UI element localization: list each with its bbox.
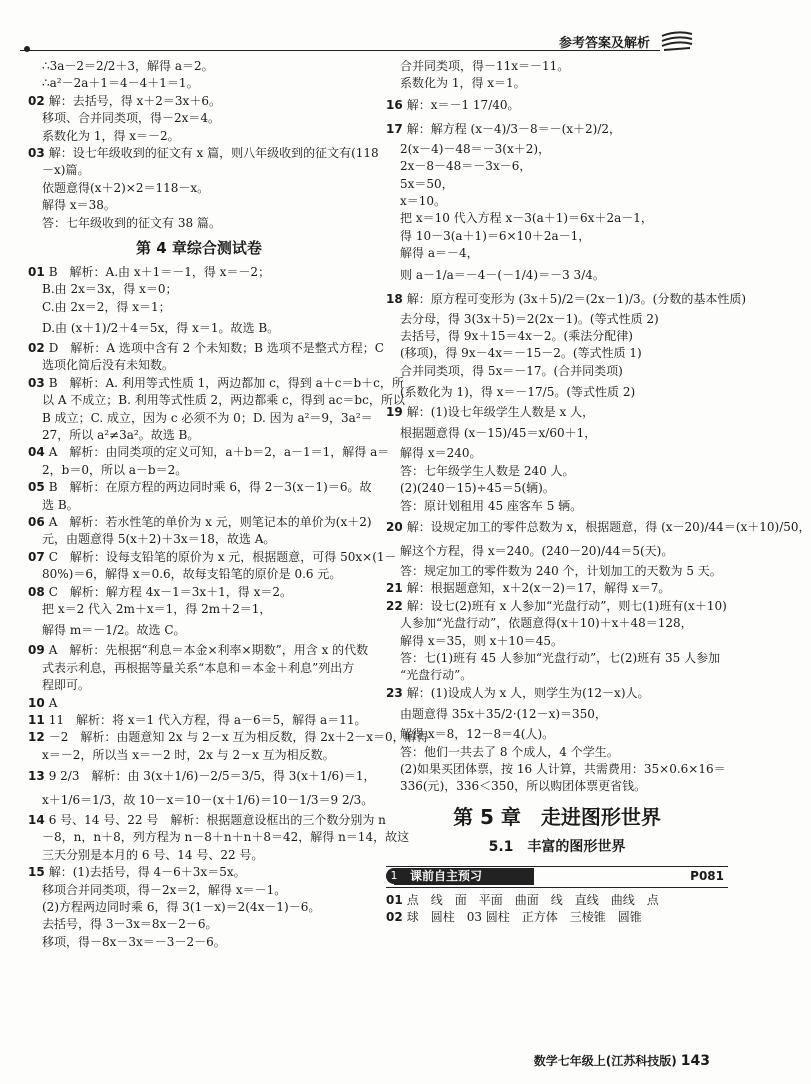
right-column [386, 58, 811, 927]
book-stack-icon [660, 30, 694, 52]
answer-text: 解得 x＝35，则 x＋10＝45。 [400, 633, 563, 648]
text-line [386, 263, 728, 287]
answer-text: x＋1/6＝1/3，故 10－x＝10－(x＋1/6)＝10－1/3＝9 2/3。 [42, 793, 374, 808]
text-line [386, 633, 728, 650]
text-line [386, 892, 728, 909]
answer-text: 移项，得－8x－3x＝－3－2－6。 [42, 934, 226, 949]
text-line [28, 934, 370, 951]
preview-banner [386, 866, 728, 888]
text-line [28, 566, 370, 583]
answer-text: 2(x－4)－48＝－3(x＋2)， [400, 141, 551, 156]
banner-page-code: P081 [690, 868, 724, 883]
answer-text: 5x＝50， [400, 176, 454, 191]
answer-text: D 解析：A 选项中含有 2 个未知数；B 选项不是整式方程；C [48, 341, 384, 356]
answer-text: 解这个方程，得 x＝240。(240－20)/44＝5(天)。 [400, 544, 674, 559]
answer-text: 选项化简后没有未知数。 [42, 358, 175, 373]
subsection-title: 5.1 丰富的图形世界 [488, 838, 626, 855]
answer-text: 以 A 不成立；B. 利用等式性质 2，两边都乘 c，得到 ac＝bc，所以 [42, 393, 405, 408]
answer-text: 合并同类项，得 5x＝－17。(合并同类项) [400, 363, 623, 378]
answer-text: 移项、合并同类项，得－2x＝4。 [42, 111, 221, 126]
text-line [386, 93, 728, 117]
answer-text: B 解析：A.由 x＋1＝－1，得 x＝－2； [48, 264, 271, 279]
question-number: 07 [28, 549, 45, 564]
answer-text: C 解析：设每支铅笔的原价为 x 元，根据题意，可得 50x×(1－ [48, 549, 397, 564]
answer-text: －2 解析：由题意知 2x 与 2－x 互为相反数，得 2x＋2－x＝0，解得 [48, 730, 429, 745]
text-line [28, 584, 370, 601]
text-line [386, 380, 728, 404]
answer-text: D.由 (x＋1)/2＋4＝5x，得 x＝1。故选 B。 [42, 321, 280, 336]
answer-text: (移项)，得 9x－4x＝－15－2。(等式性质 1) [400, 346, 642, 361]
text-line [28, 788, 374, 812]
question-number: 11 [28, 712, 45, 727]
question-number: 23 [386, 685, 403, 700]
text-line [28, 215, 370, 232]
answer-text: 答：七年级收到的征文有 38 篇。 [42, 215, 221, 230]
answer-text: 解得 x＝240。 [400, 446, 482, 461]
header-dot [24, 46, 30, 52]
text-line [28, 299, 370, 316]
text-line [28, 829, 410, 846]
answer-text: 解：去括号，得 x＋2＝3x＋6。 [48, 93, 221, 108]
answer-text: 把 x＝10 代入方程 x－3(a＋1)＝6x＋2a－1， [400, 211, 653, 226]
text-line [28, 642, 370, 659]
answer-text: “光盘行动”。 [400, 668, 473, 683]
answer-text: B 解析：A. 利用等式性质 1，两边都加 c，得到 a＋c＝b＋c，所 [48, 375, 404, 390]
answer-text: 答：七年级学生人数是 240 人。 [400, 463, 575, 478]
answer-text: A 解析：若水性笔的单价为 x 元，则笔记本的单价为(x＋2) [48, 514, 372, 529]
answer-text: 则 a－1/a＝－4－(－1/4)＝－3 3/4。 [400, 267, 605, 282]
answer-text: 答：规定加工的零件数为 240 个，计划加工的天数为 5 天。 [400, 564, 722, 579]
text-line [386, 744, 728, 761]
text-line [386, 141, 728, 158]
text-line [386, 75, 728, 92]
text-line [28, 340, 384, 357]
text-line [386, 210, 728, 227]
page-footer [534, 1052, 710, 1069]
question-number: 21 [386, 581, 403, 596]
text-line [28, 357, 370, 374]
text-line [28, 601, 370, 618]
text-line [28, 729, 429, 746]
text-line [28, 479, 370, 496]
text-line [28, 882, 370, 899]
text-line [386, 726, 728, 743]
text-line [28, 531, 370, 548]
answer-text: x＝10。 [400, 193, 447, 208]
question-number: 18 [386, 291, 403, 306]
answer-text: －x)篇。 [42, 163, 90, 178]
answer-text: 2x－8－48＝－3x－6， [400, 159, 532, 174]
text-line [28, 110, 370, 127]
text-line [28, 75, 370, 92]
text-line [28, 618, 370, 642]
text-line [28, 197, 370, 214]
answer-text: B 成立；C. 成立，因为 c 必须不为 0；D. 因为 a²＝9，3a²＝ [42, 410, 373, 425]
answer-text: 球 圆柱 03 圆柱 正方体 三棱锥 圆锥 [406, 910, 642, 925]
answer-text: 去括号，得 3－3x＝8x－2－6。 [42, 917, 218, 932]
answer-text: 解得 m＝－1/2。故选 C。 [42, 623, 186, 638]
answer-text: 得 10－3(a＋1)＝6×10＋2a－1， [400, 228, 591, 243]
text-line [386, 404, 728, 421]
answer-text: 336(元)，336＜350，所以购团体票更省钱。 [400, 779, 647, 794]
answer-text: 由题意得 35x＋35/2·(12－x)＝350， [400, 707, 607, 722]
text-line [386, 363, 728, 380]
text-line [28, 916, 370, 933]
text-line [386, 515, 811, 539]
text-line [386, 685, 728, 702]
text-line [28, 58, 370, 75]
answer-text: 去括号，得 9x＋15＝4x－2。(乘法分配律) [400, 328, 633, 343]
text-line [386, 245, 728, 262]
text-line [386, 421, 728, 445]
answer-text: 解：设七(2)班有 x 人参加“光盘行动”，则七(1)班有(x＋10) [406, 598, 727, 613]
answer-text: C 解析：解方程 4x－1＝3x＋1，得 x＝2。 [48, 584, 292, 599]
answer-text: 把 x＝2 代入 2m＋x＝1，得 2m＋2＝1， [42, 601, 272, 616]
text-line [28, 497, 370, 514]
answer-text: 系数化为 1，得 x＝1。 [400, 76, 526, 91]
answer-text: 解：(1)设七年级学生人数是 x 人， [406, 405, 595, 420]
text-line [386, 778, 728, 795]
question-number: 03 [28, 375, 45, 390]
answer-text: (系数化为 1)，得 x＝－17/5。(等式性质 2) [400, 385, 636, 400]
text-line [28, 747, 370, 764]
question-number: 19 [386, 405, 403, 420]
text-line [28, 392, 405, 409]
text-line [386, 761, 728, 778]
answer-text: 解：原方程可变形为 (3x＋5)/2＝(2x－1)/3。(分数的基本性质) [406, 291, 747, 306]
question-number: 10 [28, 695, 45, 710]
question-number: 05 [28, 480, 45, 495]
text-line [386, 480, 728, 497]
answer-text: B.由 2x＝3x，得 x＝0； [42, 282, 178, 297]
question-number: 01 [386, 892, 403, 907]
text-line [28, 427, 370, 444]
footer-book-title: 数学七年级上(江苏科技版) [533, 1054, 677, 1068]
chapter-title: 第 5 章 走进图形世界 [453, 804, 661, 829]
text-line [28, 864, 370, 881]
answer-text: 三天分别是本月的 6 号、14 号、22 号。 [42, 847, 264, 862]
text-line [386, 650, 728, 667]
answer-text: 程即可。 [42, 678, 91, 693]
text-line [28, 444, 390, 461]
text-line [386, 563, 728, 580]
text-line [386, 345, 728, 362]
question-number: 03 [28, 145, 45, 160]
text-line [386, 498, 728, 515]
text-line [28, 677, 370, 694]
question-number: 04 [28, 445, 45, 460]
answer-text: 解：(1)设成人为 x 人，则学生为(12－x)人。 [406, 685, 650, 700]
answer-text: 依题意得(x＋2)×2＝118－x。 [42, 180, 210, 195]
text-line [28, 162, 370, 179]
answer-text: 系数化为 1，得 x＝－2。 [42, 128, 180, 143]
answer-text: 解：(1)去括号，得 4－6＋3x＝5x。 [48, 865, 246, 880]
text-line [28, 847, 370, 864]
text-line [28, 660, 370, 677]
text-line [386, 193, 728, 210]
text-line [386, 311, 728, 328]
text-line [28, 712, 370, 729]
text-line [28, 812, 386, 829]
text-line [28, 128, 370, 145]
answer-text: A 解析：先根据“利息＝本金×利率×期数”，用含 x 的代数 [48, 643, 369, 658]
question-number: 02 [28, 341, 45, 356]
question-number: 08 [28, 584, 45, 599]
answer-text: 解得 x＝8，12－8＝4(人)。 [400, 727, 555, 742]
section-title: 第 4 章综合测试卷 [136, 238, 262, 257]
header-title: 参考答案及解析 [558, 36, 650, 51]
answer-text: 11 解析：将 x＝1 代入方程，得 a－6＝5，解得 a＝11。 [48, 712, 367, 727]
question-number: 15 [28, 865, 45, 880]
answer-text: 解得 a＝－4， [400, 246, 479, 261]
text-line [386, 909, 728, 926]
text-line [386, 228, 728, 245]
answer-text: 解：解方程 (x－4)/3－8＝－(x＋2)/2， [406, 121, 622, 136]
answer-text: 式表示利息，再根据等量关系“本息和＝本金＋利息”列出方 [42, 660, 355, 675]
text-line [386, 58, 728, 75]
answer-text: A [48, 695, 58, 710]
answer-text: 解：x＝－1 17/40。 [406, 97, 520, 112]
text-line [386, 615, 728, 632]
text-line [28, 514, 370, 531]
answer-text: 选 B。 [42, 497, 79, 512]
text-line [28, 410, 373, 427]
text-line [386, 463, 728, 480]
question-number: 06 [28, 514, 45, 529]
answer-text: 元，由题意得 5(x＋2)＋3x＝18，故选 A。 [42, 532, 276, 547]
text-line [386, 328, 728, 345]
answer-text: 解：根据题意知，x＋2(x－2)＝17，解得 x＝7。 [406, 581, 671, 596]
answer-text: 去分母，得 3(3x＋5)＝2(2x－1)。(等式性质 2) [400, 311, 659, 326]
answer-text: 合并同类项，得－11x＝－11。 [400, 59, 570, 73]
question-number: 02 [28, 93, 45, 108]
text-line [28, 462, 370, 479]
text-line [28, 180, 370, 197]
question-number: 22 [386, 598, 403, 613]
text-line [28, 764, 376, 788]
question-number: 12 [28, 730, 45, 745]
answer-text: 人参加“光盘行动”，依题意得(x＋10)＋x＋48＝128， [400, 616, 693, 631]
answer-text: ∴a²－2a＋1＝4－4＋1＝1。 [42, 76, 199, 91]
text-line [386, 580, 728, 597]
answer-text: 答：七(1)班有 45 人参加“光盘行动”，七(2)班有 35 人参加 [400, 650, 721, 665]
page-header [20, 30, 730, 54]
question-number: 14 [28, 813, 45, 828]
text-line [386, 598, 728, 615]
answer-text: 答：原计划租用 45 座客车 5 辆。 [400, 498, 583, 513]
text-line [28, 145, 379, 162]
answer-text: 80%)＝6，解得 x＝0.6，故每支铅笔的原价是 0.6 元。 [42, 567, 342, 582]
question-number: 17 [386, 121, 403, 136]
answer-text: (2)方程两边同时乘 6，得 3(1－x)＝2(4x－1)－6。 [42, 900, 321, 915]
answer-text: (2)(240－15)÷45＝5(辆)。 [400, 481, 555, 496]
question-number: 02 [386, 910, 403, 925]
text-line [28, 549, 397, 566]
text-line [28, 375, 404, 392]
text-line [28, 264, 370, 281]
answer-text: 9 2/3 解析：由 3(x＋1/6)－2/5＝3/5，得 3(x＋1/6)＝1， [48, 769, 376, 784]
answer-text: x＝－2，所以当 x＝－2 时，2x 与 2－x 互为相反数。 [42, 747, 335, 762]
text-line [28, 281, 370, 298]
page-number: 143 [680, 1053, 710, 1069]
text-line [386, 287, 747, 311]
question-number: 01 [28, 264, 45, 279]
text-line [28, 899, 370, 916]
answer-text: 点 线 面 平面 曲面 线 直线 曲线 点 [406, 892, 659, 907]
question-number: 13 [28, 769, 45, 784]
text-line [28, 316, 370, 340]
answer-text: ∴3a－2＝2/2＋3，解得 a＝2。 [42, 59, 214, 73]
text-line [386, 158, 728, 175]
answer-text: (2)如果买团体票，按 16 人计算，共需费用：35×0.6×16＝ [400, 761, 726, 776]
answer-text: 移项合并同类项，得－2x＝2，解得 x＝－1。 [42, 882, 287, 897]
question-number: 09 [28, 643, 45, 658]
answer-text: 解：设规定加工的零件总数为 x，根据题意，得 (x－20)/44＝(x＋10)/50， [406, 520, 811, 535]
answer-text: 2，b＝0，所以 a－b＝2。 [42, 462, 188, 477]
answer-text: B 解析：在原方程的两边同时乘 6，得 2－3(x－1)＝6。故 [48, 480, 372, 495]
text-line [386, 445, 728, 462]
question-number: 20 [386, 520, 403, 535]
answer-text: 根据题意得 (x－15)/45＝x/60＋1， [400, 426, 597, 441]
answer-text: A 解析：由同类项的定义可知，a＋b＝2，a－1＝1，解得 a＝ [48, 445, 390, 460]
question-number: 16 [386, 97, 403, 112]
banner-badge: 1 [386, 868, 402, 884]
text-line [386, 702, 728, 726]
text-line [386, 176, 728, 193]
answer-text: 解：设七年级收到的征文有 x 篇，则八年级收到的征文有(118 [48, 145, 379, 160]
answer-text: C.由 2x＝2，得 x＝1； [42, 299, 171, 314]
answer-text: 6 号、14 号、22 号 解析：根据题意设框出的三个数分别为 n [48, 813, 386, 828]
text-line [386, 539, 728, 563]
answer-text: －8，n，n＋8，列方程为 n－8＋n＋n＋8＝42，解得 n＝14，故这 [42, 830, 410, 845]
text-line [28, 93, 370, 110]
answer-text: 答：他们一共去了 8 个成人，4 个学生。 [400, 744, 619, 759]
text-line [386, 117, 728, 141]
answer-text: 27，所以 a²≠3a²。故选 B。 [42, 428, 200, 443]
text-line [28, 695, 370, 712]
banner-label: 课前自主预习 [410, 868, 483, 883]
text-line [386, 667, 728, 684]
answer-text: 解得 x＝38。 [42, 198, 116, 213]
